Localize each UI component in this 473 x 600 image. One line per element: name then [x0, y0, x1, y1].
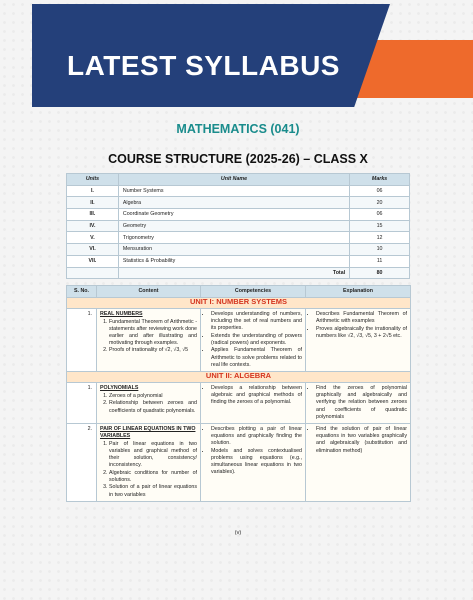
- unit-marks: 15: [350, 220, 410, 232]
- unit-name: Coordinate Geometry: [118, 209, 349, 221]
- list-item: • Extends the understanding of powers (radical powers) and exponents.: [211, 333, 302, 347]
- unit-row: [67, 220, 410, 232]
- page-number: (v): [234, 530, 242, 536]
- units-header-row: [67, 174, 410, 186]
- list-item: • Describes plotting a pair of linear equations and graphically finding the solution.: [211, 426, 302, 447]
- topic-title: REAL NUMBERS: [100, 311, 143, 317]
- banner-title: LATEST SYLLABUS: [67, 50, 340, 81]
- competencies-cell: [201, 383, 306, 424]
- topic-title: POLYNOMIALS: [100, 385, 139, 392]
- list-item: • Develops a relationship between algebraic and graphical methods of finding the zeroes of a polynomial.: [211, 385, 302, 406]
- col-unit-name: Unit Name: [118, 174, 349, 186]
- unit-number: VI.: [67, 244, 119, 256]
- list-item: • Proves algebraically the irrationality of numbers like √2, √3, √5, 3 + 2√5 etc.: [316, 326, 407, 340]
- unit-number: II.: [67, 197, 119, 209]
- unit-marks: 10: [350, 244, 410, 256]
- unit-marks: 20: [350, 197, 410, 209]
- course-structure-heading: COURSE STRUCTURE (2025-26) – CLASS X: [108, 152, 368, 166]
- row-number: 2.: [67, 424, 97, 501]
- col-marks: Marks: [350, 174, 410, 186]
- unit-name: Algebra: [118, 197, 349, 209]
- list-item: 2. Proofs of irrationality of √2, √3, √5: [109, 347, 197, 354]
- content-list: [109, 393, 197, 415]
- col-sno: S. No.: [67, 286, 97, 298]
- explanation-cell: [306, 383, 411, 424]
- explanation-list: [316, 426, 407, 454]
- list-item: • Applies Fundamental Theorem of Arithmetic to solve problems related to real life contexts.: [211, 347, 302, 368]
- list-item: 2. Relationship between zeroes and coefficients of quadratic polynomials.: [109, 400, 197, 414]
- unit-name: Geometry: [118, 220, 349, 232]
- competencies-list: [211, 311, 302, 369]
- list-item: • Develops understanding of numbers, including the set of real numbers and its properties.: [211, 311, 302, 332]
- unit-row: [67, 197, 410, 209]
- total-row: [67, 267, 410, 279]
- explanation-list: [316, 311, 407, 340]
- total-value: 80: [350, 267, 410, 279]
- list-item: • Find the solution of pair of linear equations in two variables graphically and algebraically (substitution and elimination method): [316, 426, 407, 454]
- unit-heading: UNIT I: NUMBER SYSTEMS: [67, 298, 411, 309]
- list-item: • Find the zeroes of polynomial graphically and algebraically and verifying the relation between zeroes and coefficients of quadratic polynomials: [316, 385, 407, 420]
- table-row: [67, 309, 411, 372]
- list-item: 3. Solution of a pair of linear equations in two variables: [109, 484, 197, 498]
- explanation-list: [316, 385, 407, 420]
- unit-marks: 12: [350, 232, 410, 244]
- unit-number: IV.: [67, 220, 119, 232]
- list-item: 1. Fundamental Theorem of Arithmetic - statements after reviewing work done earlier and after illustrating and motivating through examples.: [109, 319, 197, 347]
- unit-number: I.: [67, 185, 119, 197]
- content-header-row: [67, 286, 411, 298]
- explanation-cell: [306, 424, 411, 501]
- row-number: 1.: [67, 383, 97, 424]
- content-cell: [97, 383, 201, 424]
- unit-row: [67, 209, 410, 221]
- unit-number: V.: [67, 232, 119, 244]
- units-table: [66, 173, 410, 279]
- unit-name: Number Systems: [118, 185, 349, 197]
- content-list: [109, 319, 197, 355]
- unit-heading: UNIT II: ALGEBRA: [67, 372, 411, 383]
- list-item: 1. Pair of linear equations in two variables and graphical method of their solution, consistency/ inconsistency.: [109, 441, 197, 469]
- unit-heading-row: [67, 372, 411, 383]
- list-item: • Models and solves contextualised problems using equations (e.g., simultaneous linear equations in two variables).: [211, 448, 302, 476]
- unit-row: [67, 185, 410, 197]
- unit-number: VII.: [67, 255, 119, 267]
- col-competencies: Competencies: [201, 286, 306, 298]
- table-row: [67, 424, 411, 501]
- total-label: Total: [118, 267, 349, 279]
- unit-marks: 06: [350, 185, 410, 197]
- topic-title: PAIR OF LINEAR EQUATIONS IN TWO VARIABLES: [100, 426, 196, 440]
- competencies-list: [211, 385, 302, 406]
- table-row: [67, 383, 411, 424]
- competencies-cell: [201, 424, 306, 501]
- unit-name: Statistics & Probability: [118, 255, 349, 267]
- unit-row: [67, 244, 410, 256]
- unit-number: III.: [67, 209, 119, 221]
- unit-row: [67, 232, 410, 244]
- list-item: • Describes Fundamental Theorem of Arithmetic with examples: [316, 311, 407, 325]
- col-units: Units: [67, 174, 119, 186]
- unit-marks: 11: [350, 255, 410, 267]
- unit-marks: 06: [350, 209, 410, 221]
- explanation-cell: [306, 309, 411, 372]
- content-list: [109, 441, 197, 499]
- total-spacer: [67, 267, 119, 279]
- content-cell: [97, 424, 201, 501]
- competencies-list: [211, 426, 302, 476]
- col-explanation: Explanation: [306, 286, 411, 298]
- subject-heading: MATHEMATICS (041): [176, 122, 300, 136]
- syllabus-page: [66, 110, 410, 540]
- list-item: 1. Zeroes of a polynomial: [109, 393, 197, 400]
- unit-heading-row: [67, 298, 411, 309]
- row-number: 1.: [67, 309, 97, 372]
- col-content: Content: [97, 286, 201, 298]
- list-item: 2. Algebraic conditions for number of solutions.: [109, 470, 197, 484]
- unit-row: [67, 255, 410, 267]
- competencies-cell: [201, 309, 306, 372]
- content-cell: [97, 309, 201, 372]
- unit-name: Mensuration: [118, 244, 349, 256]
- content-table: [66, 285, 411, 502]
- unit-name: Trigonometry: [118, 232, 349, 244]
